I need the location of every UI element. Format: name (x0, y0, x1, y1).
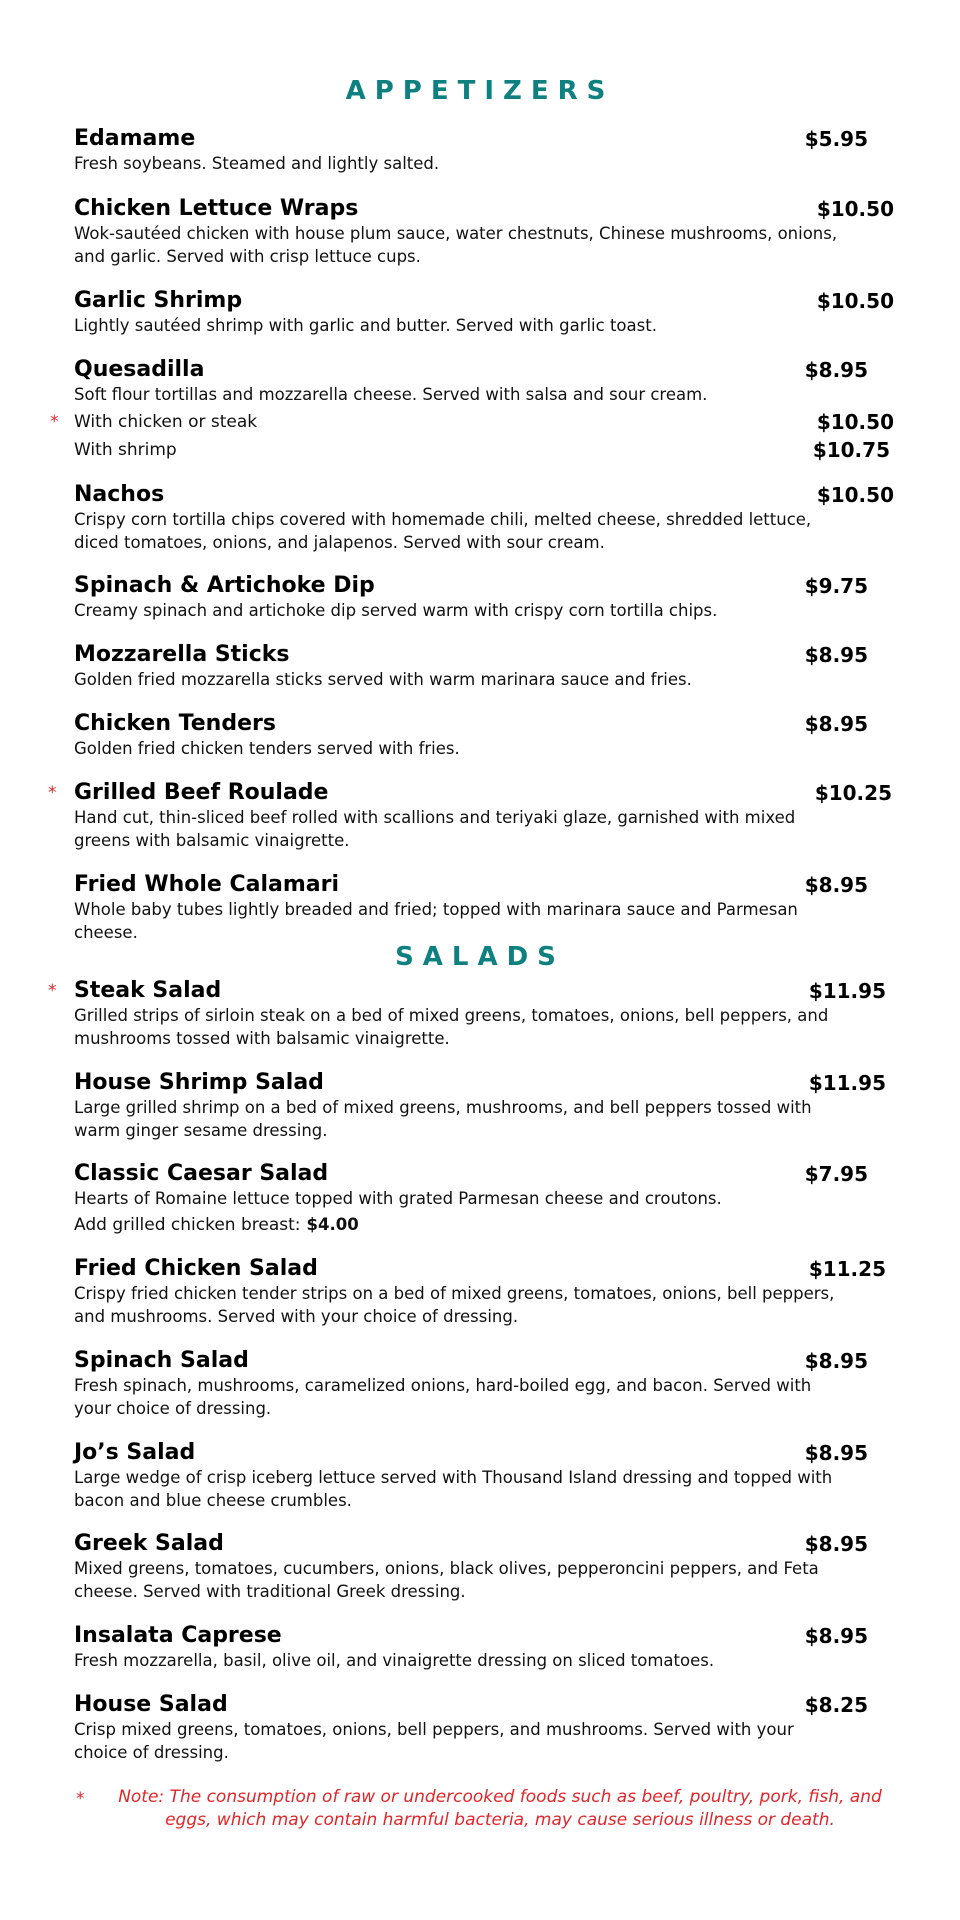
menu-item-chicken-lettuce-wraps (74, 195, 894, 268)
raw-food-asterisk: * (50, 412, 59, 432)
item-price: $11.95 (808, 1071, 886, 1095)
item-description: Soft flour tortillas and mozzarella cheese. Served with salsa and sour cream. (74, 385, 708, 404)
menu-item-insalata-caprese (74, 1622, 894, 1672)
item-description: Crisp mixed greens, tomatoes, onions, bell peppers, and mushrooms. Served with your choice of dressing. (74, 1720, 794, 1762)
item-name: Spinach & Artichoke Dip (74, 573, 375, 598)
item-price: $7.95 (804, 1162, 868, 1186)
addon-price: $4.00 (306, 1215, 359, 1234)
item-description: Hearts of Romaine lettuce topped with grated Parmesan cheese and croutons. (74, 1189, 722, 1208)
item-name: Mozzarella Sticks (74, 642, 290, 667)
menu-item-fried-chicken-salad (74, 1255, 894, 1328)
menu-item-quesadilla (50, 356, 894, 464)
item-price: $5.95 (804, 127, 868, 151)
option-label: With shrimp (74, 440, 177, 460)
addon-label: Add grilled chicken breast: (74, 1215, 301, 1235)
menu-item-house-salad (74, 1691, 894, 1764)
menu-item-garlic-shrimp (74, 287, 894, 337)
raw-food-warning-note (70, 1786, 900, 1832)
item-name: House Salad (74, 1692, 228, 1717)
menu-item-fried-whole-calamari (74, 871, 894, 944)
item-price: $8.25 (804, 1693, 868, 1717)
item-description: Golden fried mozzarella sticks served with warm marinara sauce and fries. (74, 670, 692, 689)
option-shrimp (74, 436, 894, 464)
option-price: $10.75 (812, 438, 890, 462)
item-description: Whole baby tubes lightly breaded and fried; topped with marinara sauce and Parmesan cheese. (74, 900, 798, 942)
item-name: Steak Salad (74, 978, 222, 1003)
item-price: $8.95 (804, 873, 868, 897)
menu-item-classic-caesar-salad (74, 1160, 894, 1239)
menu-item-chicken-tenders (74, 710, 894, 760)
item-price: $8.95 (804, 712, 868, 736)
item-price: $10.50 (816, 197, 894, 221)
item-name: Garlic Shrimp (74, 288, 243, 313)
item-price: $8.95 (804, 1532, 868, 1556)
item-name: Chicken Lettuce Wraps (74, 196, 359, 221)
raw-food-asterisk: * (48, 981, 57, 1001)
menu-item-steak-salad (48, 977, 894, 1050)
item-name: Greek Salad (74, 1531, 224, 1556)
item-name: Grilled Beef Roulade (74, 780, 329, 805)
item-description: Fresh mozzarella, basil, olive oil, and vinaigrette dressing on sliced tomatoes. (74, 1651, 715, 1670)
item-name: Classic Caesar Salad (74, 1161, 329, 1186)
item-description: Grilled strips of sirloin steak on a bed of mixed greens, tomatoes, onions, bell peppers, and mushrooms tossed with balsamic vinaigrette. (74, 1006, 829, 1048)
option-chicken-or-steak (50, 408, 894, 436)
item-name: Spinach Salad (74, 1348, 249, 1373)
menu-item-nachos (74, 481, 894, 554)
item-description: Crispy fried chicken tender strips on a bed of mixed greens, tomatoes, onions, bell peppers, and mushrooms. Served with your choice of dressing. (74, 1284, 835, 1326)
item-description: Large wedge of crisp iceberg lettuce served with Thousand Island dressing and topped with bacon and blue cheese crumbles. (74, 1468, 833, 1510)
menu-item-spinach-salad (74, 1347, 894, 1420)
note-text: Note: The consumption of raw or undercooked foods such as beef, poultry, pork, fish, and eggs, which may contain harmful bacteria, may cause serious illness or death. (118, 1787, 882, 1830)
caesar-addon (74, 1211, 894, 1239)
raw-food-asterisk: * (48, 783, 57, 803)
item-description: Lightly sautéed shrimp with garlic and butter. Served with garlic toast. (74, 316, 657, 335)
item-name: Insalata Caprese (74, 1623, 282, 1648)
raw-food-asterisk: * (76, 1789, 85, 1809)
item-price: $10.50 (816, 289, 894, 313)
item-name: Fried Chicken Salad (74, 1256, 318, 1281)
section-title-salads: SALADS (395, 942, 565, 972)
item-price: $10.25 (814, 781, 892, 805)
item-name: Fried Whole Calamari (74, 872, 340, 897)
option-price: $10.50 (816, 410, 894, 434)
menu-item-greek-salad (74, 1530, 894, 1603)
item-name: Jo’s Salad (74, 1440, 196, 1465)
item-price: $8.95 (804, 358, 868, 382)
item-price: $10.50 (816, 483, 894, 507)
menu-item-grilled-beef-roulade (48, 779, 894, 852)
item-price: $11.25 (808, 1257, 886, 1281)
item-description: Fresh soybeans. Steamed and lightly salted. (74, 154, 440, 173)
item-price: $9.75 (804, 574, 868, 598)
item-description: Wok-sautéed chicken with house plum sauce, water chestnuts, Chinese mushrooms, onions, and garlic. Served with crisp lettuce cups. (74, 224, 838, 266)
item-name: Chicken Tenders (74, 711, 276, 736)
menu-item-mozzarella-sticks (74, 641, 894, 691)
item-price: $8.95 (804, 1349, 868, 1373)
item-price: $11.95 (808, 979, 886, 1003)
item-name: Edamame (74, 126, 196, 151)
item-name: House Shrimp Salad (74, 1070, 324, 1095)
item-description: Fresh spinach, mushrooms, caramelized onions, hard-boiled egg, and bacon. Served with your choice of dressing. (74, 1376, 812, 1418)
item-description: Golden fried chicken tenders served with fries. (74, 739, 460, 758)
item-description: Creamy spinach and artichoke dip served warm with crispy corn tortilla chips. (74, 601, 718, 620)
section-title-appetizers: APPETIZERS (345, 76, 615, 106)
option-label: With chicken or steak (74, 412, 258, 432)
item-price: $8.95 (804, 1624, 868, 1648)
item-description: Crispy corn tortilla chips covered with homemade chili, melted cheese, shredded lettuce, diced tomatoes, onions, and jalapenos. Served with sour cream. (74, 510, 812, 552)
menu-item-house-shrimp-salad (74, 1069, 894, 1142)
menu-item-edamame (74, 125, 894, 175)
menu-item-jos-salad (74, 1439, 894, 1512)
item-description: Mixed greens, tomatoes, cucumbers, onions, black olives, pepperoncini peppers, and Feta cheese. Served with traditional Greek dressing. (74, 1559, 819, 1601)
item-description: Hand cut, thin-sliced beef rolled with scallions and teriyaki glaze, garnished with mixed greens with balsamic vinaigrette. (74, 808, 796, 850)
item-description: Large grilled shrimp on a bed of mixed greens, mushrooms, and bell peppers tossed with warm ginger sesame dressing. (74, 1098, 812, 1140)
item-price: $8.95 (804, 643, 868, 667)
item-name: Nachos (74, 482, 165, 507)
item-name: Quesadilla (74, 357, 205, 382)
item-price: $8.95 (804, 1441, 868, 1465)
menu-item-spinach-artichoke-dip (74, 572, 894, 622)
